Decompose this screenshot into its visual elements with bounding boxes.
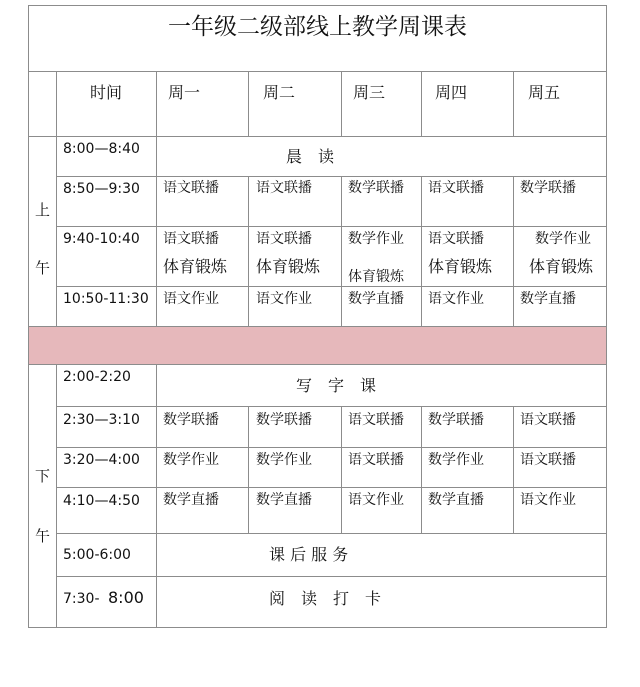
class-cell: 语文作业 (428, 291, 484, 307)
time-cell: 7:30- (63, 591, 100, 607)
class-cell: 语文联播 (428, 231, 484, 247)
class-cell: 数学作业 (535, 231, 591, 247)
class-cell: 数学直播 (520, 291, 576, 307)
grid-line (156, 71, 157, 326)
header-tuesday: 周二 (263, 83, 296, 102)
grid-line (28, 326, 607, 327)
time-cell: 8:00—8:40 (63, 141, 140, 157)
grid-line (56, 487, 607, 488)
class-cell: 语文作业 (348, 492, 404, 508)
class-cell: 语文联播 (428, 180, 484, 196)
class-cell: 语文联播 (256, 231, 312, 247)
section-afternoon-top: 下 (35, 467, 51, 485)
grid-line (421, 176, 422, 326)
section-morning-bottom: 午 (35, 259, 51, 277)
merged-cell: 晨 读 (286, 147, 335, 166)
time-cell: 2:00-2:20 (63, 369, 131, 385)
grid-line (421, 406, 422, 533)
class-cell: 数学作业 (348, 231, 404, 247)
merged-cell: 写 字 课 (296, 376, 377, 395)
class-cell: 语文联播 (163, 231, 219, 247)
section-morning-top: 上 (35, 201, 51, 219)
time-cell: 10:50-11:30 (63, 291, 149, 307)
grid-line (28, 5, 607, 6)
class-cell: 数学直播 (256, 492, 312, 508)
class-cell: 语文联播 (348, 412, 404, 428)
class-cell: 数学联播 (348, 180, 404, 196)
class-cell-secondary: 体育锻炼 (256, 257, 321, 276)
class-cell: 语文联播 (520, 452, 576, 468)
header-friday: 周五 (528, 83, 561, 102)
class-cell: 数学作业 (163, 452, 219, 468)
grid-line (341, 406, 342, 533)
grid-line (513, 71, 514, 136)
time-cell: 8:50—9:30 (63, 181, 140, 197)
class-cell: 数学直播 (348, 291, 404, 307)
class-cell: 语文联播 (348, 452, 404, 468)
grid-line (28, 5, 29, 627)
grid-line (513, 176, 514, 326)
class-cell: 语文作业 (163, 291, 219, 307)
class-cell: 语文联播 (163, 180, 219, 196)
grid-line (28, 136, 607, 137)
class-cell: 数学作业 (256, 452, 312, 468)
time-cell: 5:00-6:00 (63, 547, 131, 563)
class-cell: 数学联播 (256, 412, 312, 428)
class-cell: 数学直播 (428, 492, 484, 508)
class-cell: 语文作业 (520, 492, 576, 508)
grid-line (28, 71, 607, 72)
class-cell: 数学联播 (428, 412, 484, 428)
grid-line (156, 364, 157, 627)
grid-line (341, 176, 342, 326)
grid-line (56, 176, 607, 177)
grid-line (513, 406, 514, 533)
time-cell-end: 8:00 (108, 588, 144, 607)
class-cell-secondary: 体育锻炼 (529, 257, 594, 276)
section-afternoon-bottom: 午 (35, 527, 51, 545)
grid-line (248, 406, 249, 533)
class-cell-secondary: 体育锻炼 (163, 257, 228, 276)
header-time: 时间 (90, 83, 123, 102)
grid-line (56, 447, 607, 448)
header-thursday: 周四 (435, 83, 468, 102)
class-cell: 语文联播 (520, 412, 576, 428)
class-cell: 数学作业 (428, 452, 484, 468)
class-cell: 数学直播 (163, 492, 219, 508)
grid-line (56, 576, 607, 577)
time-cell: 3:20—4:00 (63, 452, 140, 468)
grid-line (341, 71, 342, 136)
header-wednesday: 周三 (353, 83, 386, 102)
grid-line (28, 627, 607, 628)
grid-line (56, 71, 57, 326)
class-cell: 数学联播 (520, 180, 576, 196)
grid-line (56, 406, 607, 407)
class-cell-secondary: 体育锻炼 (428, 257, 493, 276)
time-cell: 2:30—3:10 (63, 412, 140, 428)
time-cell: 9:40-10:40 (63, 231, 140, 247)
grid-line (421, 71, 422, 136)
page-title: 一年级二级部线上教学周课表 (168, 14, 467, 40)
class-cell: 语文联播 (256, 180, 312, 196)
merged-cell: 课 后 服 务 (269, 545, 349, 564)
grid-line (248, 71, 249, 136)
class-cell: 数学联播 (163, 412, 219, 428)
grid-line (56, 226, 607, 227)
time-cell: 4:10—4:50 (63, 493, 140, 509)
grid-line (248, 176, 249, 326)
grid-line (56, 533, 607, 534)
grid-line (606, 5, 607, 627)
header-monday: 周一 (168, 83, 201, 102)
class-cell-secondary: 体育锻炼 (348, 269, 404, 285)
grid-line (28, 364, 607, 365)
grid-line (56, 364, 57, 627)
lunch-break-row (28, 326, 607, 364)
grid-line (56, 286, 607, 287)
merged-cell: 阅 读 打 卡 (269, 589, 382, 608)
class-cell: 语文作业 (256, 291, 312, 307)
